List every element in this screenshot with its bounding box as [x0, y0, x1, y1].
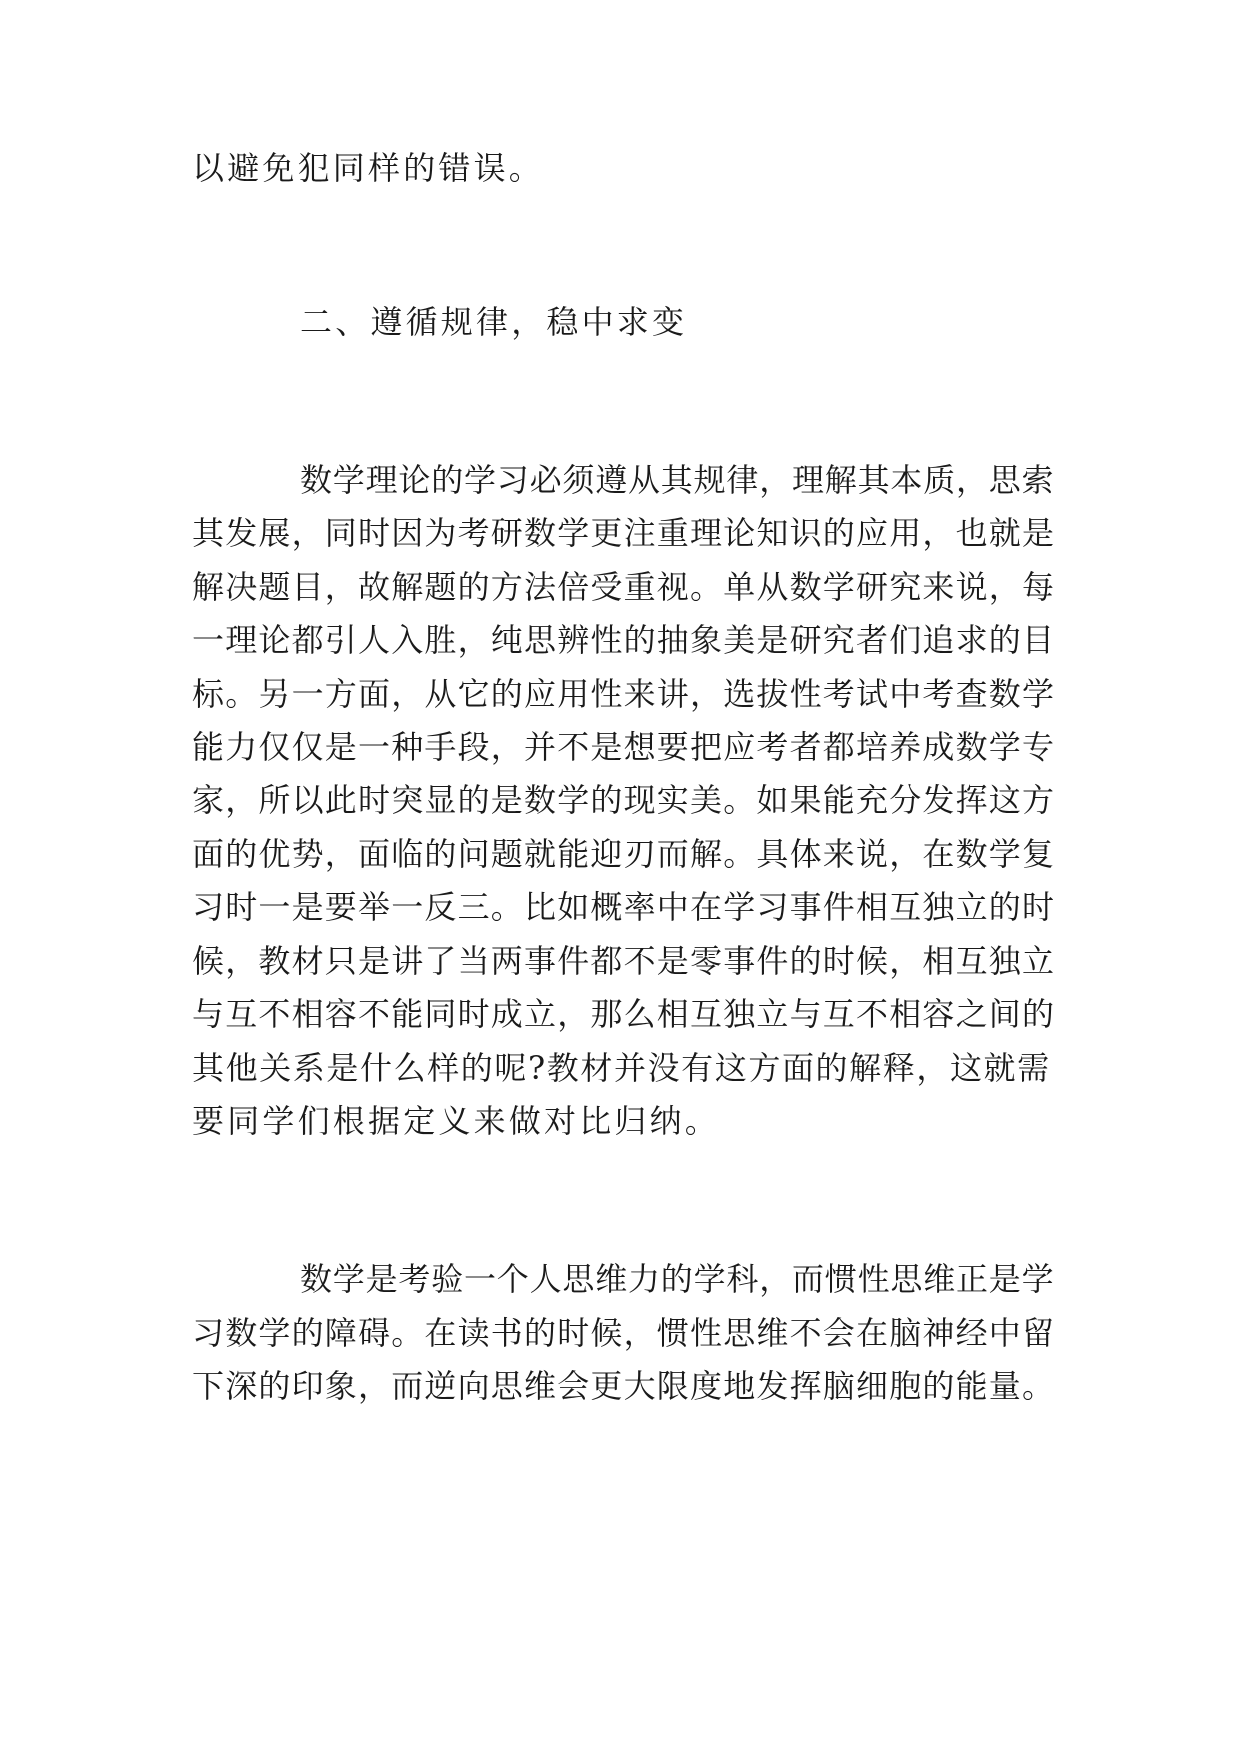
paragraph-line: 标。另一方面，从它的应用性来讲，选拔性考试中考查数学 — [192, 675, 1056, 713]
intro-line: 以避免犯同样的错误。 — [192, 149, 545, 187]
paragraph-line: 家，所以此时突显的是数学的现实美。如果能充分发挥这方 — [192, 781, 1056, 819]
paragraph-line: 其发展，同时因为考研数学更注重理论知识的应用，也就是 — [192, 514, 1056, 552]
paragraph-line: 习时一是要举一反三。比如概率中在学习事件相互独立的时 — [192, 888, 1056, 926]
paragraph-line: 候，教材只是讲了当两事件都不是零事件的时候，相互独立 — [192, 942, 1056, 980]
paragraph-line: 数学是考验一个人思维力的学科，而惯性思维正是学 — [300, 1260, 1055, 1298]
paragraph-line: 解决题目，故解题的方法倍受重视。单从数学研究来说，每 — [192, 568, 1056, 606]
section-heading: 二、遵循规律，稳中求变 — [300, 303, 688, 341]
paragraph-line: 下深的印象，而逆向思维会更大限度地发挥脑细胞的能量。 — [192, 1367, 1056, 1405]
paragraph-line: 习数学的障碍。在读书的时候，惯性思维不会在脑神经中留 — [192, 1314, 1056, 1352]
paragraph-line: 能力仅仅是一种手段，并不是想要把应考者都培养成数学专 — [192, 728, 1056, 766]
paragraph-line: 其他关系是什么样的呢?教材并没有这方面的解释，这就需 — [192, 1049, 1051, 1087]
paragraph-line: 面的优势，面临的问题就能迎刃而解。具体来说，在数学复 — [192, 835, 1056, 873]
paragraph-line: 一理论都引人入胜，纯思辨性的抽象美是研究者们追求的目 — [192, 621, 1056, 659]
paragraph-line: 与互不相容不能同时成立，那么相互独立与互不相容之间的 — [192, 995, 1056, 1033]
paragraph-line: 要同学们根据定义来做对比归纳。 — [192, 1102, 721, 1140]
paragraph-line: 数学理论的学习必须遵从其规律，理解其本质，思索 — [300, 461, 1055, 499]
